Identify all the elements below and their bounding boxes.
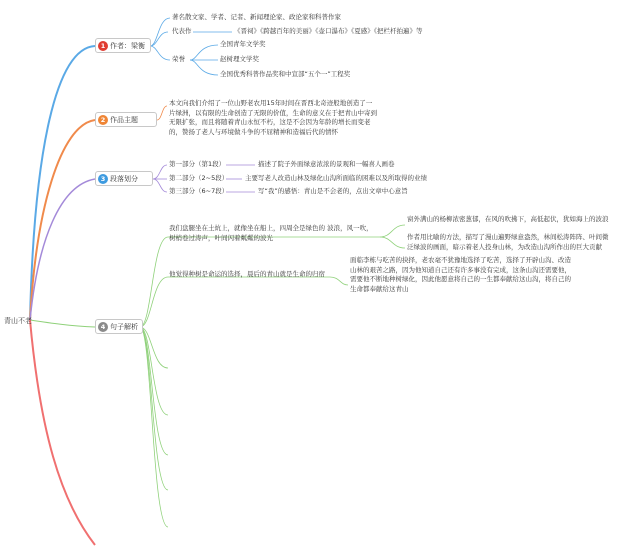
- number-2-badge-icon: 2: [98, 115, 108, 125]
- sentence-1-text: 我们盘腿坐在土炕上，就像坐在船上，四周全是绿色的 波浪，风一吹，树梢卷过涛声，叶间闪着粼粼的波光: [169, 224, 373, 242]
- sentence-2-text: 他觉得种树是命运的选择，晨后的青山就是生命的归宿: [169, 270, 325, 278]
- branch-line-root-lower: [30, 320, 95, 545]
- sections-node-label: 段落划分: [110, 174, 138, 183]
- works-text: 《晋祠》《跨越百年的美丽》《壶口瀑布》《夏感》《把栏杆拍遍》等: [234, 27, 423, 35]
- number-4-badge-icon: 4: [98, 322, 108, 332]
- sentence-1-note: 窗外满山的杨柳浓密葱郁，在风的吹拂下，高低起伏，犹如海上的波浪: [407, 215, 609, 223]
- section-desc: 写“我”的感悟：青山是不会老的，点出文章中心意旨: [258, 187, 408, 195]
- section-part: 第二部分（2~5段）: [169, 174, 229, 182]
- branch-line-theme: [30, 120, 95, 320]
- sentences-node[interactable]: [95, 319, 143, 334]
- number-1-badge-icon: 1: [98, 41, 108, 51]
- sentence-1-note: 作者用比喻的方法，描写了漫山遍野绿意盎然，林间松涛阵阵、叶间微泛绿波的画面，暗示着老人投身山林，为改造山沟所作出的巨大贡献: [407, 233, 609, 251]
- root-label: 青山不老: [4, 317, 32, 325]
- award-item: 全国优秀科普作品奖和中宣部“五个一”工程奖: [220, 70, 351, 78]
- author-identity: 著名散文家、学者、记者、新闻理论家、政论家和科普作家: [172, 13, 341, 21]
- works-label: 代表作: [172, 27, 192, 35]
- author-node[interactable]: [95, 38, 151, 53]
- awards-label: 荣誉: [172, 55, 185, 63]
- section-desc: 主要写老人改造山林及绿化山沟所面临的困难以及所取得的业绩: [245, 174, 427, 182]
- branch-line-sections: [30, 179, 95, 320]
- branch-line-sentences: [30, 320, 95, 327]
- author-node-label: 作者：梁衡: [110, 41, 145, 50]
- sentences-node-label: 句子解析: [110, 322, 138, 331]
- award-item: 赵树理文学奖: [220, 55, 259, 63]
- branch-line-author: [30, 46, 95, 320]
- root-node[interactable]: [4, 316, 32, 326]
- theme-text: 本文向我们介绍了一位山野老农用15年时间在晋西北奇迹般地创造了一片绿洲，以有限的生命创造了无限的价值，生命的意义在于把青山中寄到无限扩张，而且将随着青山永恒不朽，这是不会因为年龄的增长而变老的，赞扬了老人与环境做斗争的不屈精神和造福后代的情怀: [169, 99, 377, 136]
- sentence-2-note: 面临李栋与吃苦的抉择，老农毫不犹豫地选择了吃苦，选择了开辟山沟、改造山林的艰苦之路，因为他知道自己还有许多事没有完成，这条山沟还需要他，需要他不断地种树绿化，因此他愿意将自己的一生都奉献给这山沟，将自己的生命都奉献给这青山: [350, 256, 571, 293]
- theme-node-label: 作品主题: [110, 115, 138, 124]
- sections-node[interactable]: [95, 171, 153, 186]
- theme-node[interactable]: [95, 112, 157, 127]
- theme-sub-lines: [157, 106, 167, 120]
- section-part: 第一部分（第1段）: [169, 160, 226, 168]
- section-desc: 描述了院子外面绿意浓浓的景观和一幅喜人画卷: [258, 160, 395, 168]
- number-3-badge-icon: 3: [98, 174, 108, 184]
- section-part: 第三部分（6~7段）: [169, 187, 229, 195]
- award-item: 全国青年文学奖: [220, 40, 266, 48]
